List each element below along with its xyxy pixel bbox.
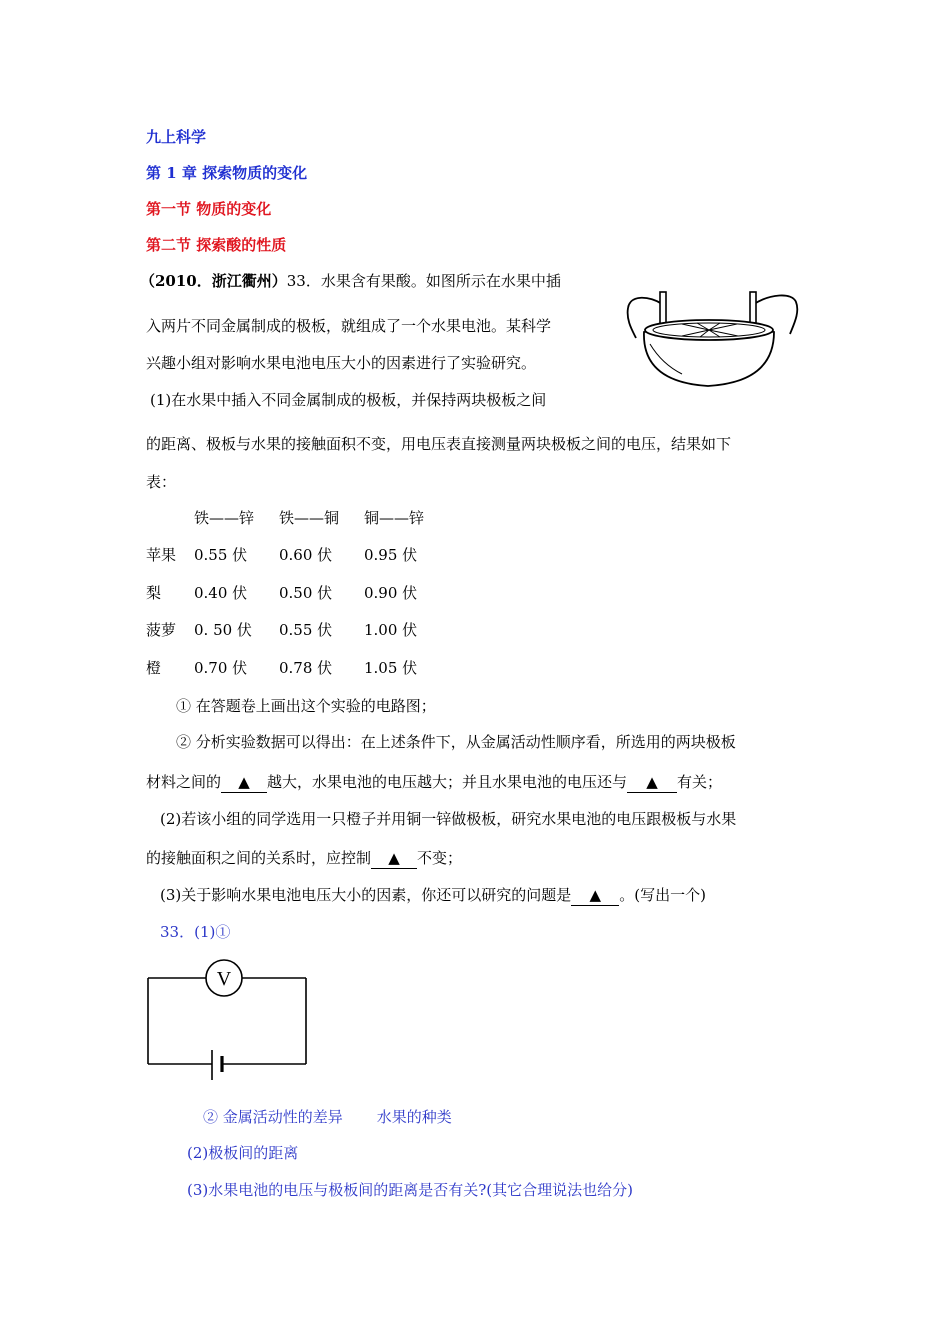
part1-line-2: 的距离、极板与水果的接触面积不变，用电压表直接测量两块极板之间的电压，结果如下: [146, 435, 732, 453]
voltmeter-label: V: [216, 968, 232, 990]
table-cell: 0.95 伏: [364, 546, 418, 564]
answer-blank: ▲: [221, 772, 267, 793]
table-cell: 0.40 伏: [194, 584, 248, 602]
table-header-cu-zn: 铜——锌: [364, 509, 425, 527]
question-intro: 33．水果含有果酸。如图所示在水果中插: [286, 272, 561, 290]
table-row-fruit: 苹果: [146, 546, 177, 564]
table-row-fruit: 菠萝: [146, 621, 177, 639]
answer-2: [203, 1107, 452, 1127]
table-row-fruit: 梨: [146, 584, 162, 602]
text-fragment: 材料之间的: [146, 773, 222, 791]
answer-2-part-a: ② 金属活动性的差异: [203, 1108, 343, 1126]
subquestion-2-line-2: [146, 772, 722, 793]
circuit-diagram: [140, 950, 315, 1090]
text-fragment: 有关；: [677, 773, 723, 791]
part1-line-3: 表：: [146, 473, 177, 491]
table-cell: 0.50 伏: [279, 584, 333, 602]
text-fragment: 越大，水果电池的电压越大；并且水果电池的电压还与: [267, 773, 628, 791]
table-cell: 0.90 伏: [364, 584, 418, 602]
table-cell: 0.78 伏: [279, 659, 333, 677]
text-fragment: 。(写出一个): [619, 886, 706, 904]
table-cell: 1.05 伏: [364, 659, 418, 677]
text-fragment: 的接触面积之间的关系时，应控制: [146, 849, 372, 867]
subquestion-2-line-1: ② 分析实验数据可以得出：在上述条件下，从金属活动性顺序看，所选用的两块极板: [176, 733, 736, 751]
part1-line-1: (1)在水果中插入不同金属制成的极板，并保持两块极板之间: [150, 391, 547, 409]
fruit-battery-illustration: [622, 286, 818, 390]
table-cell: 0.60 伏: [279, 546, 333, 564]
table-header-fe-zn: 铁——锌: [194, 509, 255, 527]
answer-4: (3)水果电池的电压与极板间的距离是否有关?(其它合理说法也给分): [187, 1181, 633, 1199]
answer-3: (2)极板间的距离: [187, 1144, 299, 1162]
answer-blank: ▲: [571, 885, 619, 906]
question-line-3: 兴趣小组对影响水果电池电压大小的因素进行了实验研究。: [146, 354, 537, 372]
table-cell: 0. 50 伏: [194, 621, 252, 639]
subquestion-1: ① 在答题卷上画出这个实验的电路图；: [176, 697, 436, 715]
chapter-heading: 第 1 章 探索物质的变化: [146, 164, 308, 182]
table-cell: 0.55 伏: [279, 621, 333, 639]
answer-blank: ▲: [371, 848, 417, 869]
question-source: （2010．浙江衢州）: [140, 272, 287, 290]
answer-label: 33．(1)①: [160, 923, 231, 941]
section1-heading: 第一节 物质的变化: [146, 200, 272, 218]
table-cell: 1.00 伏: [364, 621, 418, 639]
question-2-line-2: [146, 848, 462, 869]
answer-2-part-b: 水果的种类: [376, 1108, 452, 1126]
question-line-1: [140, 271, 561, 291]
text-fragment: (3)关于影响水果电池电压大小的因素，你还可以研究的问题是: [160, 886, 572, 904]
text-fragment: 不变；: [417, 849, 463, 867]
section2-heading: 第二节 探索酸的性质: [146, 236, 287, 254]
answer-blank: ▲: [627, 772, 677, 793]
table-cell: 0.55 伏: [194, 546, 248, 564]
table-cell: 0.70 伏: [194, 659, 248, 677]
question-2-line-1: (2)若该小组的同学选用一只橙子并用铜一锌做极板，研究水果电池的电压跟极板与水果: [160, 810, 737, 828]
table-row-fruit: 橙: [146, 659, 162, 677]
table-header-fe-cu: 铁——铜: [279, 509, 340, 527]
question-3: [160, 885, 706, 906]
grade-heading: 九上科学: [146, 128, 207, 146]
question-line-2: 入两片不同金属制成的极板，就组成了一个水果电池。某科学: [146, 317, 552, 335]
